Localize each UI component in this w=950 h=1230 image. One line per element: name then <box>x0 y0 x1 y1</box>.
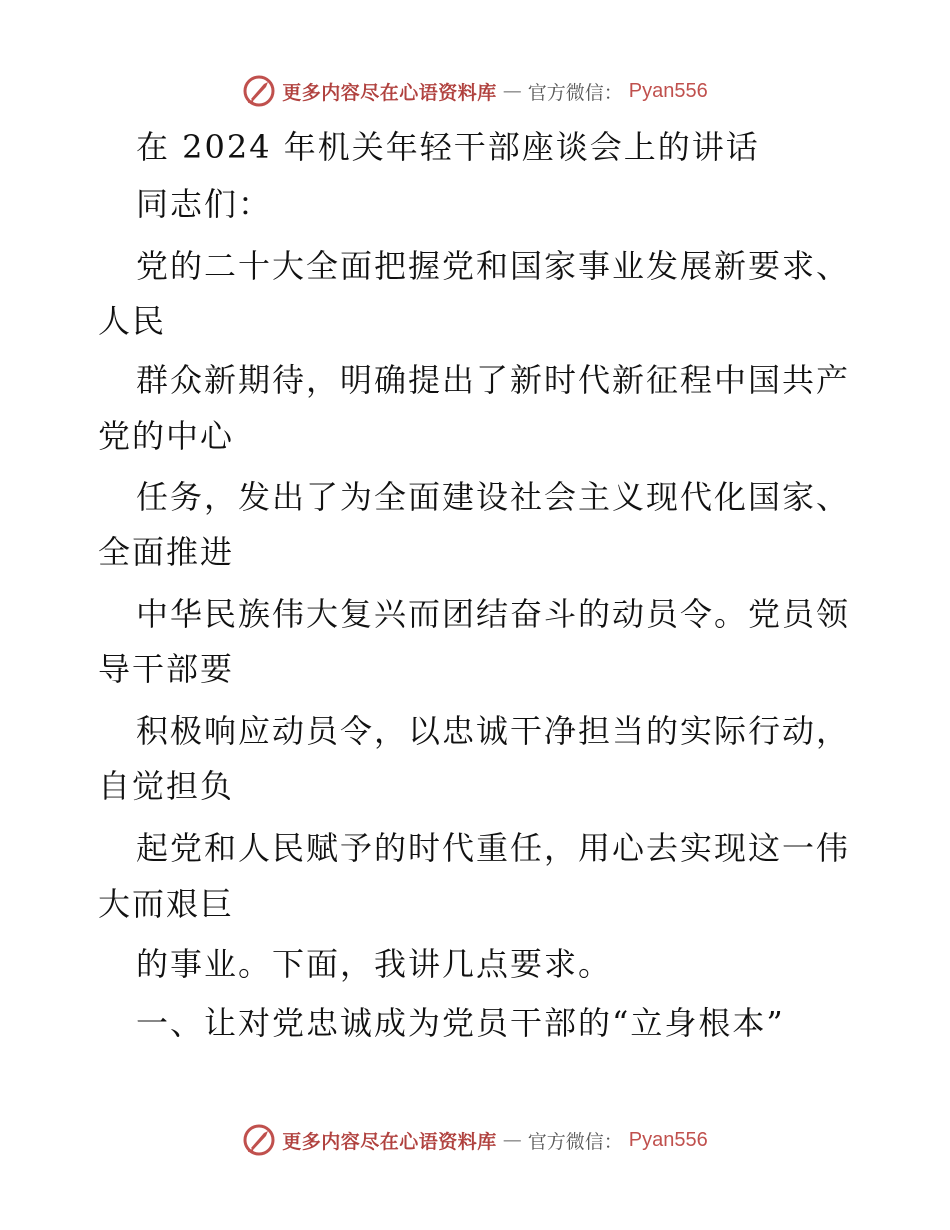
paragraph-line: 起党和人民赋予的时代重任，用心去实现这一伟 <box>136 829 851 867</box>
paragraph-line: 人民 <box>98 302 167 340</box>
paragraph-line: 党的中心 <box>98 417 235 455</box>
paragraph-line: 自觉担负 <box>98 767 235 805</box>
watermark-dash: — <box>502 1129 522 1151</box>
paragraph-line: 全面推进 <box>98 533 235 571</box>
section-heading: 一、让对党忠诚成为党员干部的“立身根本” <box>136 1004 785 1042</box>
quill-logo-icon <box>242 1123 276 1157</box>
watermark-wechat-id: Pyan556 <box>628 1128 708 1151</box>
watermark-dash: — <box>502 80 522 102</box>
paragraph-line: 党的二十大全面把握党和国家事业发展新要求、 <box>136 247 851 285</box>
paragraph-line: 积极响应动员令，以忠诚干净担当的实际行动， <box>136 712 851 750</box>
paragraph-line: 的事业。下面，我讲几点要求。 <box>136 945 613 983</box>
paragraph-line: 群众新期待，明确提出了新时代新征程中国共产 <box>136 361 851 399</box>
footer-watermark <box>0 1120 950 1160</box>
paragraph-line: 任务，发出了为全面建设社会主义现代化国家、 <box>136 478 851 516</box>
header-watermark <box>0 71 950 111</box>
quill-logo-icon <box>242 74 276 108</box>
watermark-site-name: 更多内容尽在心语资料库 <box>282 81 497 104</box>
document-title: 在 2024 年机关年轻干部座谈会上的讲话 <box>136 128 760 166</box>
watermark-wechat-id: Pyan556 <box>628 79 708 102</box>
watermark-label: 官方微信： <box>527 1130 623 1153</box>
watermark-label: 官方微信： <box>527 81 623 104</box>
salutation: 同志们： <box>136 185 273 223</box>
watermark-site-name: 更多内容尽在心语资料库 <box>282 1130 497 1153</box>
paragraph-line: 导干部要 <box>98 650 235 688</box>
paragraph-line: 中华民族伟大复兴而团结奋斗的动员令。党员领 <box>136 595 851 633</box>
paragraph-line: 大而艰巨 <box>98 885 235 923</box>
